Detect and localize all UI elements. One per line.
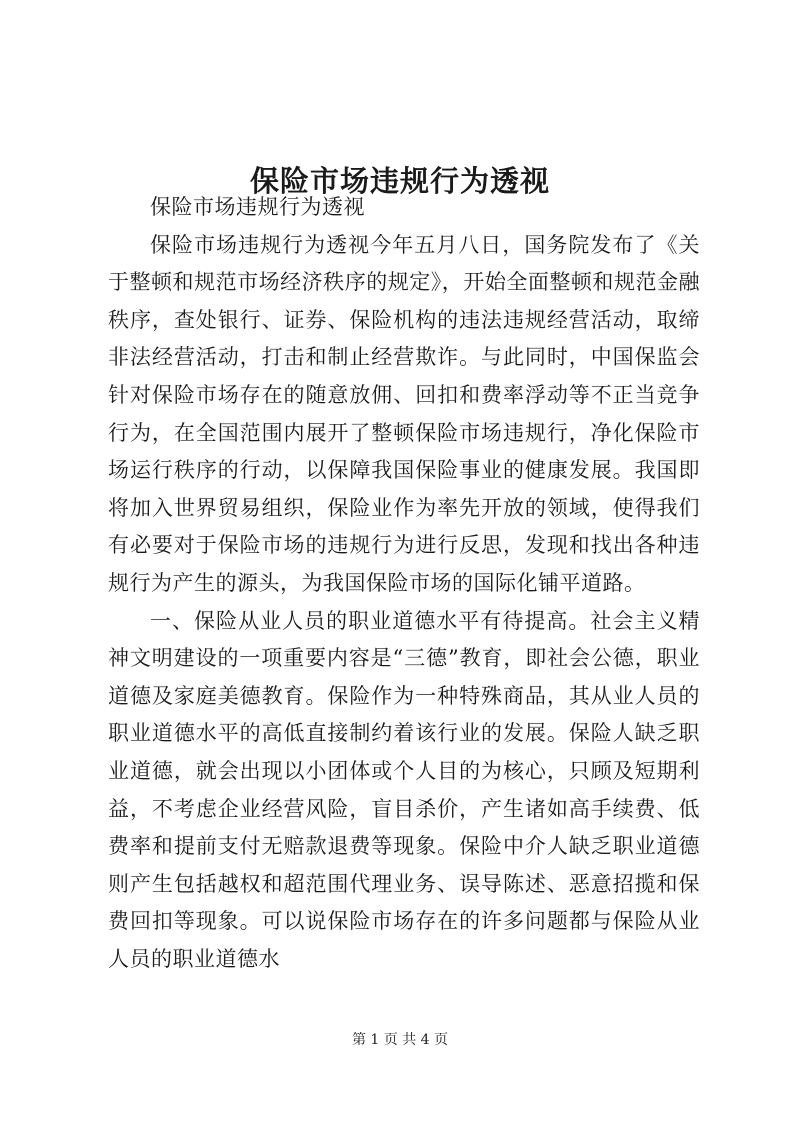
document-body (108, 189, 700, 978)
document-title: 保险市场违规行为透视 (249, 164, 550, 199)
page-number-footer: 第 1 页 共 4 页 (351, 1032, 449, 1048)
intro-paragraph: 保险市场违规行为透视今年五月八日，国务院发布了《关于整顿和规范市场经济秩序的规定》，开始全面整顿和规范金融秩序，查处银行、证券、保险机构的违法违规经营活动，取缔非法经营活动，打击和制止经营欺诈。与此同时，中国保监会针对保险市场存在的随意放佣、回扣和费率浮动等不正当竞争行为，在全国范围内展开了整顿保险市场违规行，净化保险市场运行秩序的行动，以保障我国保险事业的健康发展。我国即将加入世界贸易组织，保险业作为率先开放的领域，使得我们有必要对于保险市场的违规行为进行反思，发现和找出各种违规行为产生的源头，为我国保险市场的国际化铺平道路。 (108, 232, 700, 595)
subtitle-paragraph: 保险市场违规行为透视 (150, 195, 365, 219)
section-one-paragraph: 一、保险从业人员的职业道德水平有待提高。社会主义精神文明建设的一项重要内容是“三德”教育，即社会公德，职业道德及家庭美德教育。保险作为一种特殊商品，其从业人员的职业道德水平的高低直接制约着该行业的发展。保险人缺乏职业道德，就会出现以小团体或个人目的为核心，只顾及短期利益，不考虑企业经营风险，盲目杀价，产生诸如高手续费、低费率和提前支付无赔款退费等现象。保险中介人缺乏职业道德则产生包括越权和超范围代理业务、误导陈述、恶意招揽和保费回扣等现象。可以说保险市场存在的许多问题都与保险从业人员的职业道德水 (108, 608, 700, 971)
